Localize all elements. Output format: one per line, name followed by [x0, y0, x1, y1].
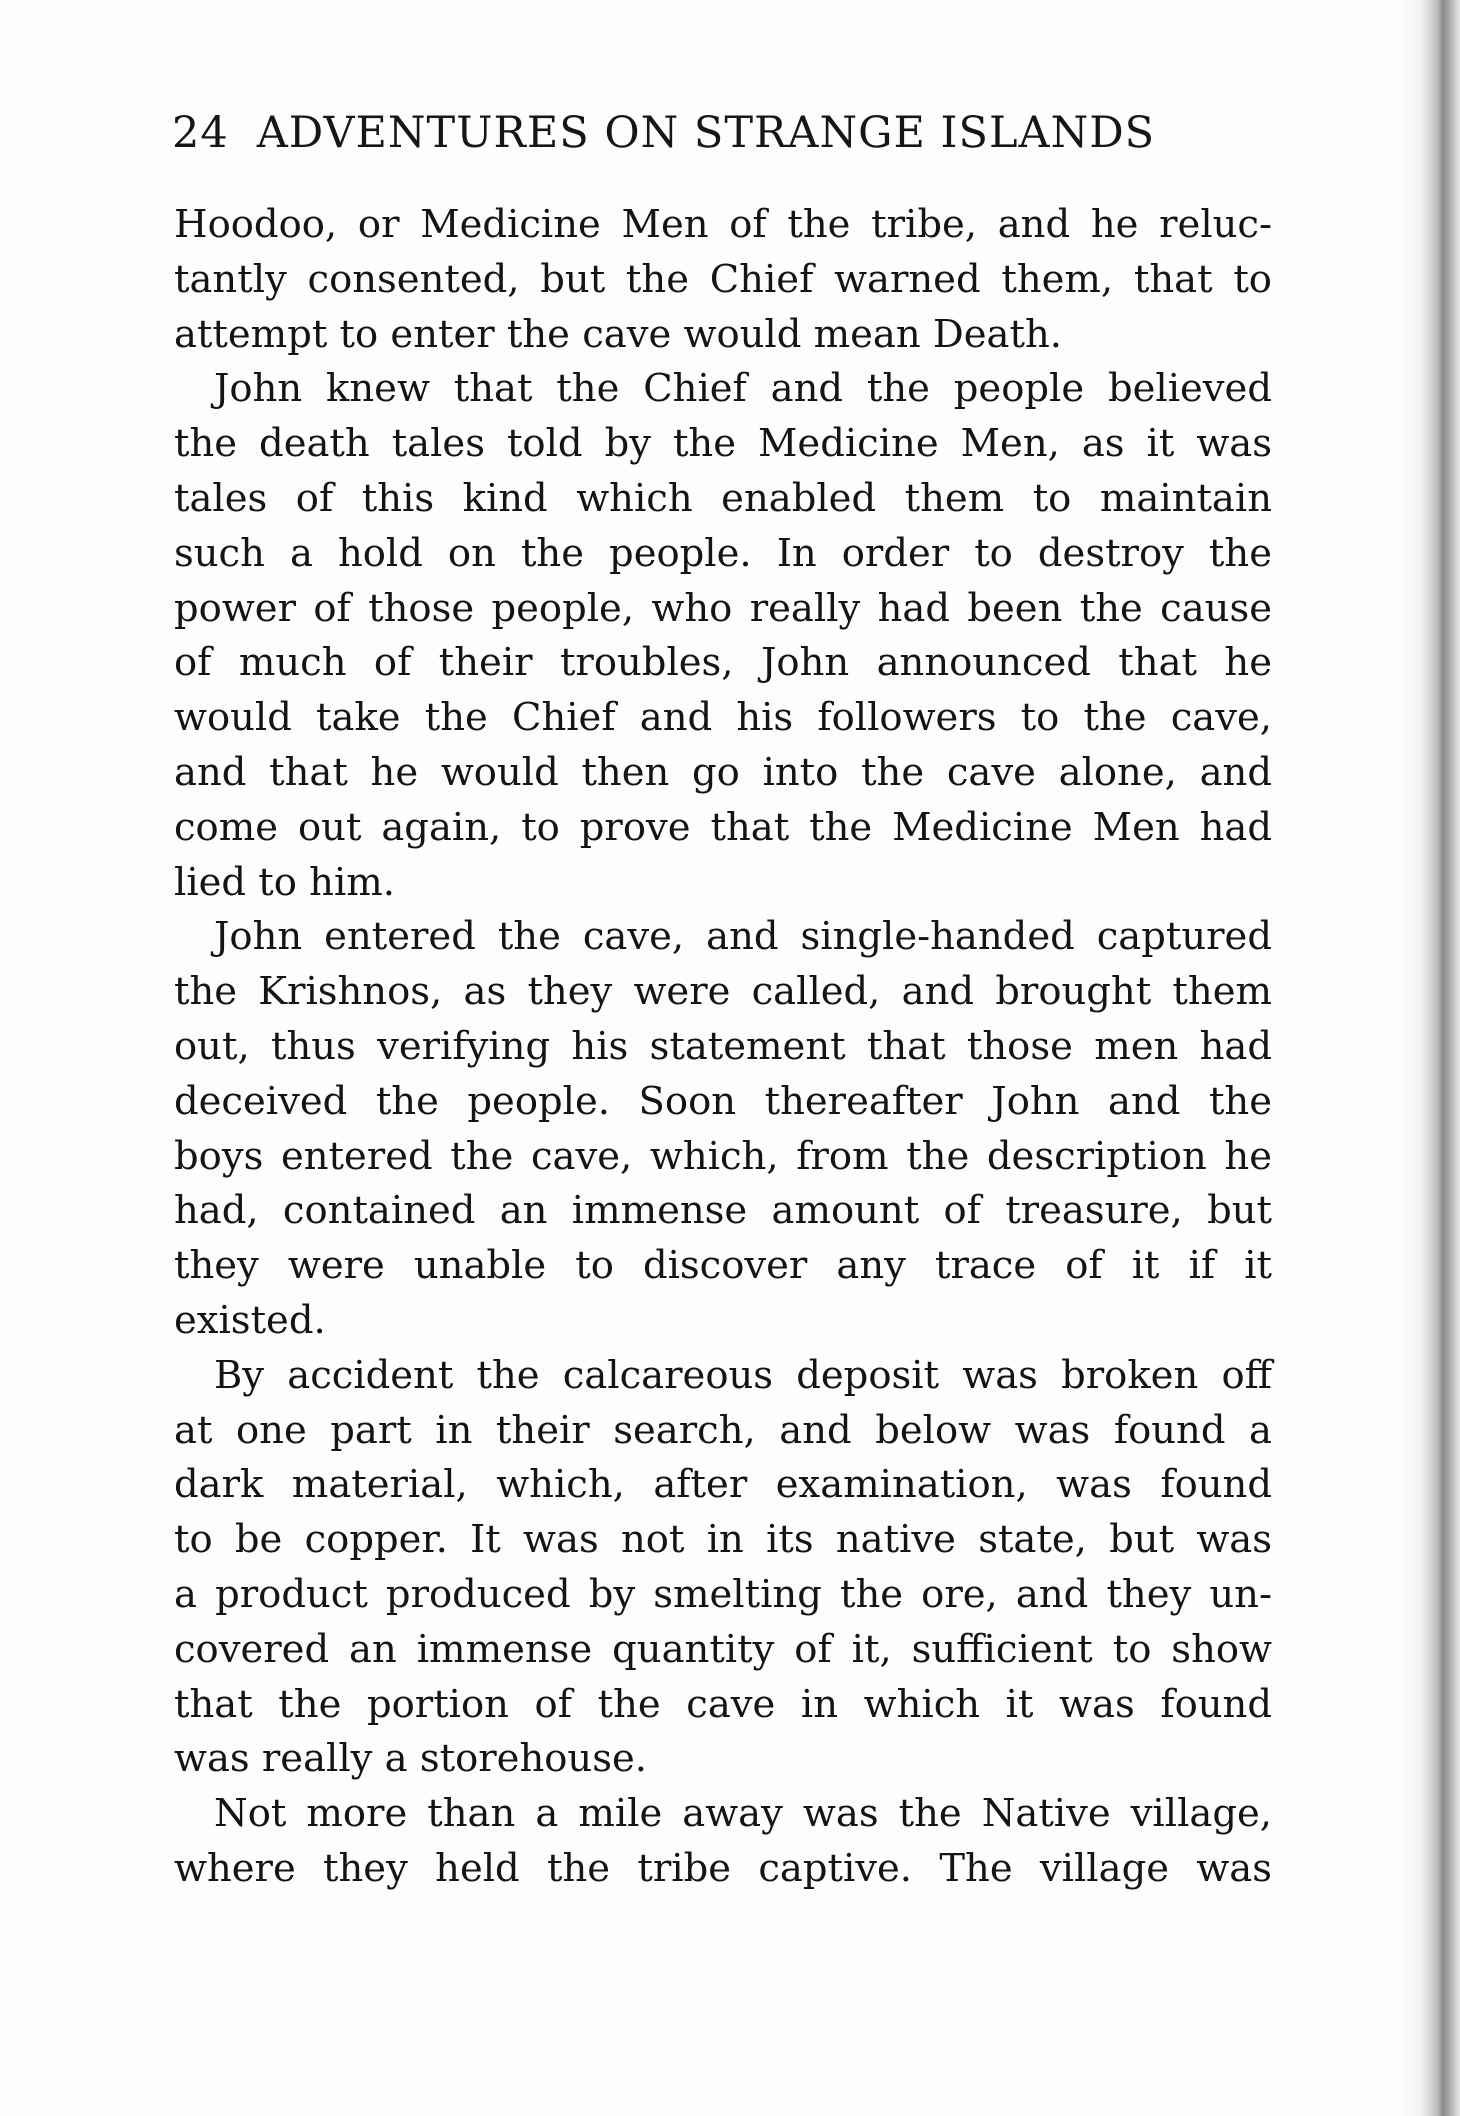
text-line: where they held the tribe captive. The village was	[174, 1845, 1272, 1891]
text-line: lied to him.	[174, 859, 396, 905]
text-line: come out again, to prove that the Medicine Men had	[174, 804, 1272, 850]
text-line: existed.	[174, 1297, 326, 1343]
text-line: the Krishnos, as they were called, and brought them	[174, 969, 1272, 1015]
text-line: John knew that the Chief and the people believed	[214, 366, 1272, 412]
text-line: would take the Chief and his followers to the cave,	[174, 695, 1272, 741]
text-line: Hoodoo, or Medicine Men of the tribe, and he reluc-	[174, 202, 1272, 247]
text-line: dark material, which, after examination, was found	[174, 1462, 1272, 1508]
text-line: boys entered the cave, which, from the description he	[174, 1133, 1272, 1179]
text-line: tantly consented, but the Chief warned them, that to	[174, 256, 1272, 302]
body-text	[174, 198, 1272, 1897]
running-header	[172, 108, 1277, 158]
text-line: such a hold on the people. In order to destroy the	[174, 530, 1272, 576]
text-line: to be copper. It was not in its native state, but was	[174, 1517, 1272, 1563]
paragraph	[174, 362, 1272, 910]
paragraph	[174, 198, 1272, 362]
text-line: was really a storehouse.	[174, 1736, 647, 1782]
text-line: at one part in their search, and below was found a	[174, 1407, 1272, 1453]
text-line: Not more than a mile away was the Native village,	[214, 1791, 1272, 1837]
text-line: power of those people, who really had been the cause	[174, 585, 1272, 631]
paragraph	[174, 1349, 1272, 1787]
paragraph	[174, 910, 1272, 1348]
text-line: By accident the calcareous deposit was broken off	[214, 1352, 1272, 1398]
text-line: they were unable to discover any trace of it if it	[174, 1243, 1272, 1289]
text-line: John entered the cave, and single-handed captured	[214, 914, 1272, 960]
text-line: had, contained an immense amount of treasure, but	[174, 1188, 1272, 1234]
page-binding-shadow	[1400, 0, 1460, 2116]
running-title: ADVENTURES ON STRANGE ISLANDS	[256, 108, 1156, 158]
text-line: out, thus verifying his statement that those men had	[174, 1023, 1272, 1069]
text-line: and that he would then go into the cave alone, and	[174, 749, 1272, 795]
text-line: of much of their troubles, John announced that he	[174, 640, 1272, 686]
text-line: covered an immense quantity of it, sufficient to show	[174, 1626, 1272, 1672]
text-line: that the portion of the cave in which it was found	[174, 1681, 1272, 1727]
page-number: 24	[172, 108, 229, 158]
text-line: tales of this kind which enabled them to maintain	[174, 475, 1272, 521]
text-line: a product produced by smelting the ore, and they un-	[174, 1571, 1272, 1617]
text-line: attempt to enter the cave would mean Death.	[174, 311, 1063, 357]
paragraph	[174, 1787, 1272, 1897]
text-line: deceived the people. Soon thereafter John and the	[174, 1078, 1272, 1124]
text-line: the death tales told by the Medicine Men, as it was	[174, 421, 1272, 467]
